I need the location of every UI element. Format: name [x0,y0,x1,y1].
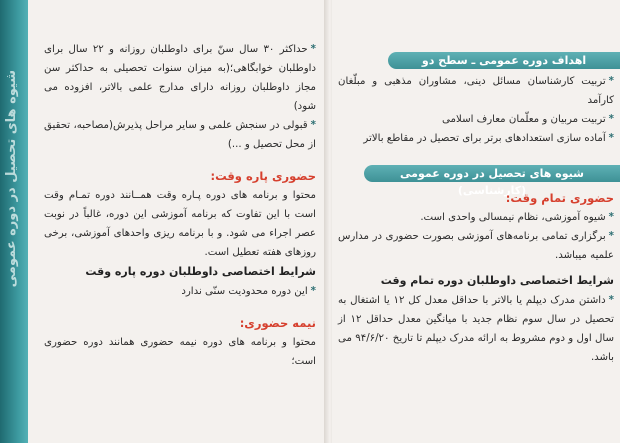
part-time-text: محتوا و برنامه های دوره پـاره وقت همــانند دوره تمـام وقت است با این تفاوت که برنامه آموزشی این دوره، غالباً در نوبت عصر اجراء می شود. و با برنامه ریزی واحدهای آموزشی، برخی روزهای هفته تعطیل است. [44,190,316,258]
bullet-icon: * [608,295,614,306]
bullet-icon: * [608,231,614,242]
edge-strip [0,0,30,443]
goals-banner: اهداف دوره عمومی ـ سطح دو [388,52,620,69]
semi-heading: نیمه حضوری: [239,316,316,330]
goals-list [338,72,614,148]
age-limit-bullet: *حداکثر ۳۰ سال سنّ برای داوطلبان روزانه و ۲۲ سال برای داوطلبان خوابگاهی؛(به میزان سنوات تحصیلی به حداکثر سن مجاز داوطلبان روزانه دارای مدارج علمی بالاتر، افزوده می شود) [44,44,316,112]
part-time-condition-bullet: *این دوره محدودیت سنّی ندارد [181,286,316,297]
methods-banner: شیوه های تحصیل در دوره عمومی (کارشناسی) [364,165,620,182]
bullet-icon: * [310,286,316,297]
bullet-icon: * [608,133,614,144]
full-time-bullet: *شیوه آموزشی، نظام نیمسالی واحدی است. [420,212,614,223]
full-time-section [338,188,614,367]
bullet-icon: * [608,114,614,125]
goal-item: *آماده سازی استعدادهای برتر برای تحصیل در مقاطع بالاتر [363,133,614,144]
full-time-heading: حضوری تمام وقت: [505,191,614,205]
admission-bullet: *قبولی در سنجش علمی و سایر مراحل پذیرش(مصاحبه، تحقیق از محل تحصیل و ...) [44,120,316,150]
spacer [44,154,316,166]
bullet-icon: * [608,212,614,223]
goal-item: *تربیت مربیان و معلّمان معارف اسلامی [442,114,614,125]
part-time-heading: حضوری پاره وقت: [210,169,316,183]
part-time-conditions-heading: شرایط اختصاصی داوطلبان دوره پاره وقت [85,265,316,278]
semi-text: محتوا و برنامه های دوره نیمه حضوری همانند دوره حضوری است؛ [44,337,316,367]
bullet-icon: * [310,44,316,55]
goal-item: *تربیت کارشناسان مسائل دینی، مشاوران مذهبی و مبلّغان کارآمد [338,76,614,106]
edge-strip-text: شیوه های تحصیل در دوره عمومی [4,70,19,288]
left-column [44,40,316,371]
full-time-conditions-text: *داشتن مدرک دیپلم یا بالاتر با حداقل معدل کل ۱۲ یا اشتغال به تحصیل در سال سوم نظام جدید با میانگین معدل حداقل ۱۲ از سال اول و دوم مشروط به ارائه مدرک دیپلم تا تاریخ ۹۴/۶/۲۰ می باشد. [338,295,614,363]
bullet-icon: * [608,76,614,87]
bullet-icon: * [310,120,316,131]
spacer [44,301,316,313]
full-time-conditions-heading: شرایط اختصاصی داوطلبان دوره تمام وقت [380,274,614,287]
full-time-bullet: *برگزاری تمامی برنامه‌های آموزشی بصورت حضوری در مدارس علمیه میباشد. [338,231,614,261]
